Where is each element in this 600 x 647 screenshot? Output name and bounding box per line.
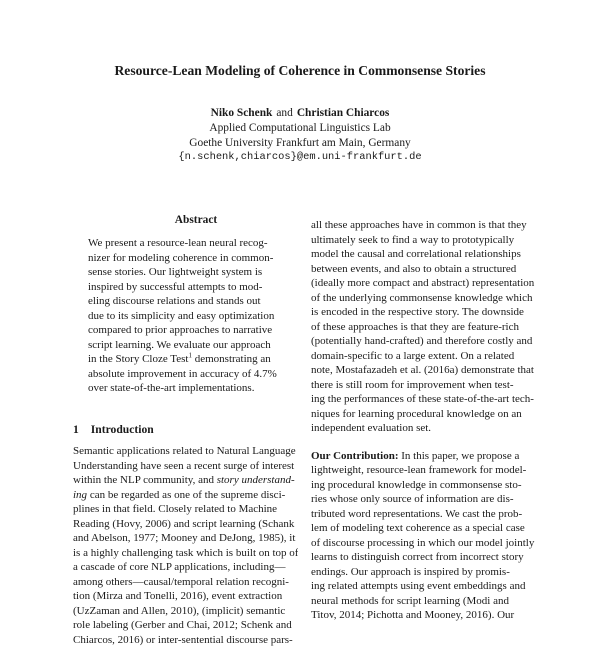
- abstract-line: due to its simplicity and easy optimization: [88, 309, 288, 324]
- section-number: 1: [73, 423, 79, 436]
- body-line: Titov, 2014; Pichotta and Mooney, 2016). Our: [311, 608, 536, 623]
- body-line: a cascade of core NLP applications, including—: [73, 560, 298, 575]
- body-line: lem of modeling text coherence as a special case: [311, 521, 536, 536]
- abstract-line: absolute improvement in accuracy of 4.7%: [88, 367, 288, 382]
- abstract-line: [88, 352, 288, 367]
- abstract-heading: Abstract: [98, 214, 294, 226]
- body-line: niques for learning procedural knowledge on an: [311, 407, 536, 422]
- body-line: model the causal and correlational relationships: [311, 247, 536, 262]
- section-title: Introduction: [91, 423, 154, 436]
- author-1: Niko Schenk: [211, 107, 273, 119]
- paragraph-gap: [311, 436, 536, 449]
- body-line: (UzZaman and Allen, 2010), (implicit) semantic: [73, 604, 298, 619]
- body-line: is a highly challenging task which is built on top of: [73, 546, 298, 561]
- abstract-line: script learning. We evaluate our approach: [88, 338, 288, 353]
- footnote-marker[interactable]: 1: [188, 352, 192, 359]
- contribution-heading: Our Contribution:: [311, 450, 399, 462]
- paper-title: Resource-Lean Modeling of Coherence in Commonsense Stories: [0, 63, 600, 79]
- abstract-line: over state-of-the-art implementations.: [88, 381, 288, 396]
- abstract-line: inspired by successful attempts to mod-: [88, 280, 288, 295]
- body-line: there is still room for improvement when test-: [311, 378, 536, 393]
- body-line: [311, 449, 536, 464]
- body-line: of these approaches is that they are feature-rich: [311, 320, 536, 335]
- body-line: role labeling (Gerber and Chai, 2012; Schenk and: [73, 618, 298, 633]
- abstract-text: in the Story Cloze Test: [88, 353, 188, 365]
- affiliation-university: Goethe University Frankfurt am Main, Germany: [0, 137, 600, 149]
- body-line: (potentially hand-crafted) and therefore costly and: [311, 334, 536, 349]
- body-line: ing the performances of these state-of-the-art tech-: [311, 392, 536, 407]
- body-line: tion (Mirza and Tonelli, 2016), event extraction: [73, 589, 298, 604]
- body-line: ing procedural knowledge in commonsense sto-: [311, 478, 536, 493]
- introduction-body: [73, 444, 298, 647]
- body-line: ries whose only source of information are dis-: [311, 492, 536, 507]
- body-line: Understanding have seen a recent surge of interest: [73, 459, 298, 474]
- body-line: between events, and also to obtain a structured: [311, 262, 536, 277]
- abstract-body: [88, 236, 288, 396]
- author-2: Christian Chiarcos: [297, 107, 390, 119]
- body-text: can be regarded as one of the supreme disci-: [87, 489, 285, 501]
- body-line: note, Mostafazadeh et al. (2016a) demonstrate that: [311, 363, 536, 378]
- body-line: ing related attempts using event embeddings and: [311, 579, 536, 594]
- section-heading-introduction: [73, 423, 154, 436]
- body-line: Semantic applications related to Natural Language: [73, 444, 298, 459]
- body-line: among others—causal/temporal relation recogni-: [73, 575, 298, 590]
- body-text: within the NLP community, and: [73, 474, 217, 486]
- emphasis-text: ing: [73, 489, 87, 501]
- body-line: of discourse processing in which our model jointly: [311, 536, 536, 551]
- abstract-line: eling discourse relations and stands out: [88, 294, 288, 309]
- body-line: ultimately seek to find a way to prototypically: [311, 233, 536, 248]
- body-line: [73, 473, 298, 488]
- body-line: Chiarcos, 2016) or inter-sentential discourse pars-: [73, 633, 298, 647]
- author-emails: {n.schenk,chiarcos}@em.uni-frankfurt.de: [0, 151, 600, 163]
- body-line: domain-specific to a large extent. On a related: [311, 349, 536, 364]
- body-line: endings. Our approach is inspired by promis-: [311, 565, 536, 580]
- abstract-line: nizer for modeling coherence in common-: [88, 251, 288, 266]
- body-line: independent evaluation set.: [311, 421, 536, 436]
- abstract-line: compared to prior approaches to narrative: [88, 323, 288, 338]
- emphasis-text: story understand-: [217, 474, 295, 486]
- body-line: of the underlying commonsense knowledge which: [311, 291, 536, 306]
- author-line: [0, 107, 600, 119]
- body-line: [73, 488, 298, 503]
- body-line: lightweight, resource-lean framework for model-: [311, 463, 536, 478]
- abstract-text: demonstrating an: [192, 353, 271, 365]
- body-line: Reading (Hovy, 2006) and script learning (Schank: [73, 517, 298, 532]
- body-line: tributed word representations. We cast the prob-: [311, 507, 536, 522]
- body-line: and Abelson, 1977; Mooney and DeJong, 1985), it: [73, 531, 298, 546]
- affiliation-lab: Applied Computational Linguistics Lab: [0, 122, 600, 134]
- body-text: In this paper, we propose a: [399, 450, 520, 462]
- body-line: neural methods for script learning (Modi and: [311, 594, 536, 609]
- abstract-line: We present a resource-lean neural recog-: [88, 236, 288, 251]
- body-line: learns to distinguish correct from incorrect story: [311, 550, 536, 565]
- body-line: (ideally more compact and abstract) representation: [311, 276, 536, 291]
- body-line: plines in that field. Closely related to Machine: [73, 502, 298, 517]
- author-separator: and: [276, 107, 292, 119]
- abstract-line: sense stories. Our lightweight system is: [88, 265, 288, 280]
- right-column-body: [311, 218, 536, 623]
- body-line: is encoded in the respective story. The downside: [311, 305, 536, 320]
- body-line: all these approaches have in common is that they: [311, 218, 536, 233]
